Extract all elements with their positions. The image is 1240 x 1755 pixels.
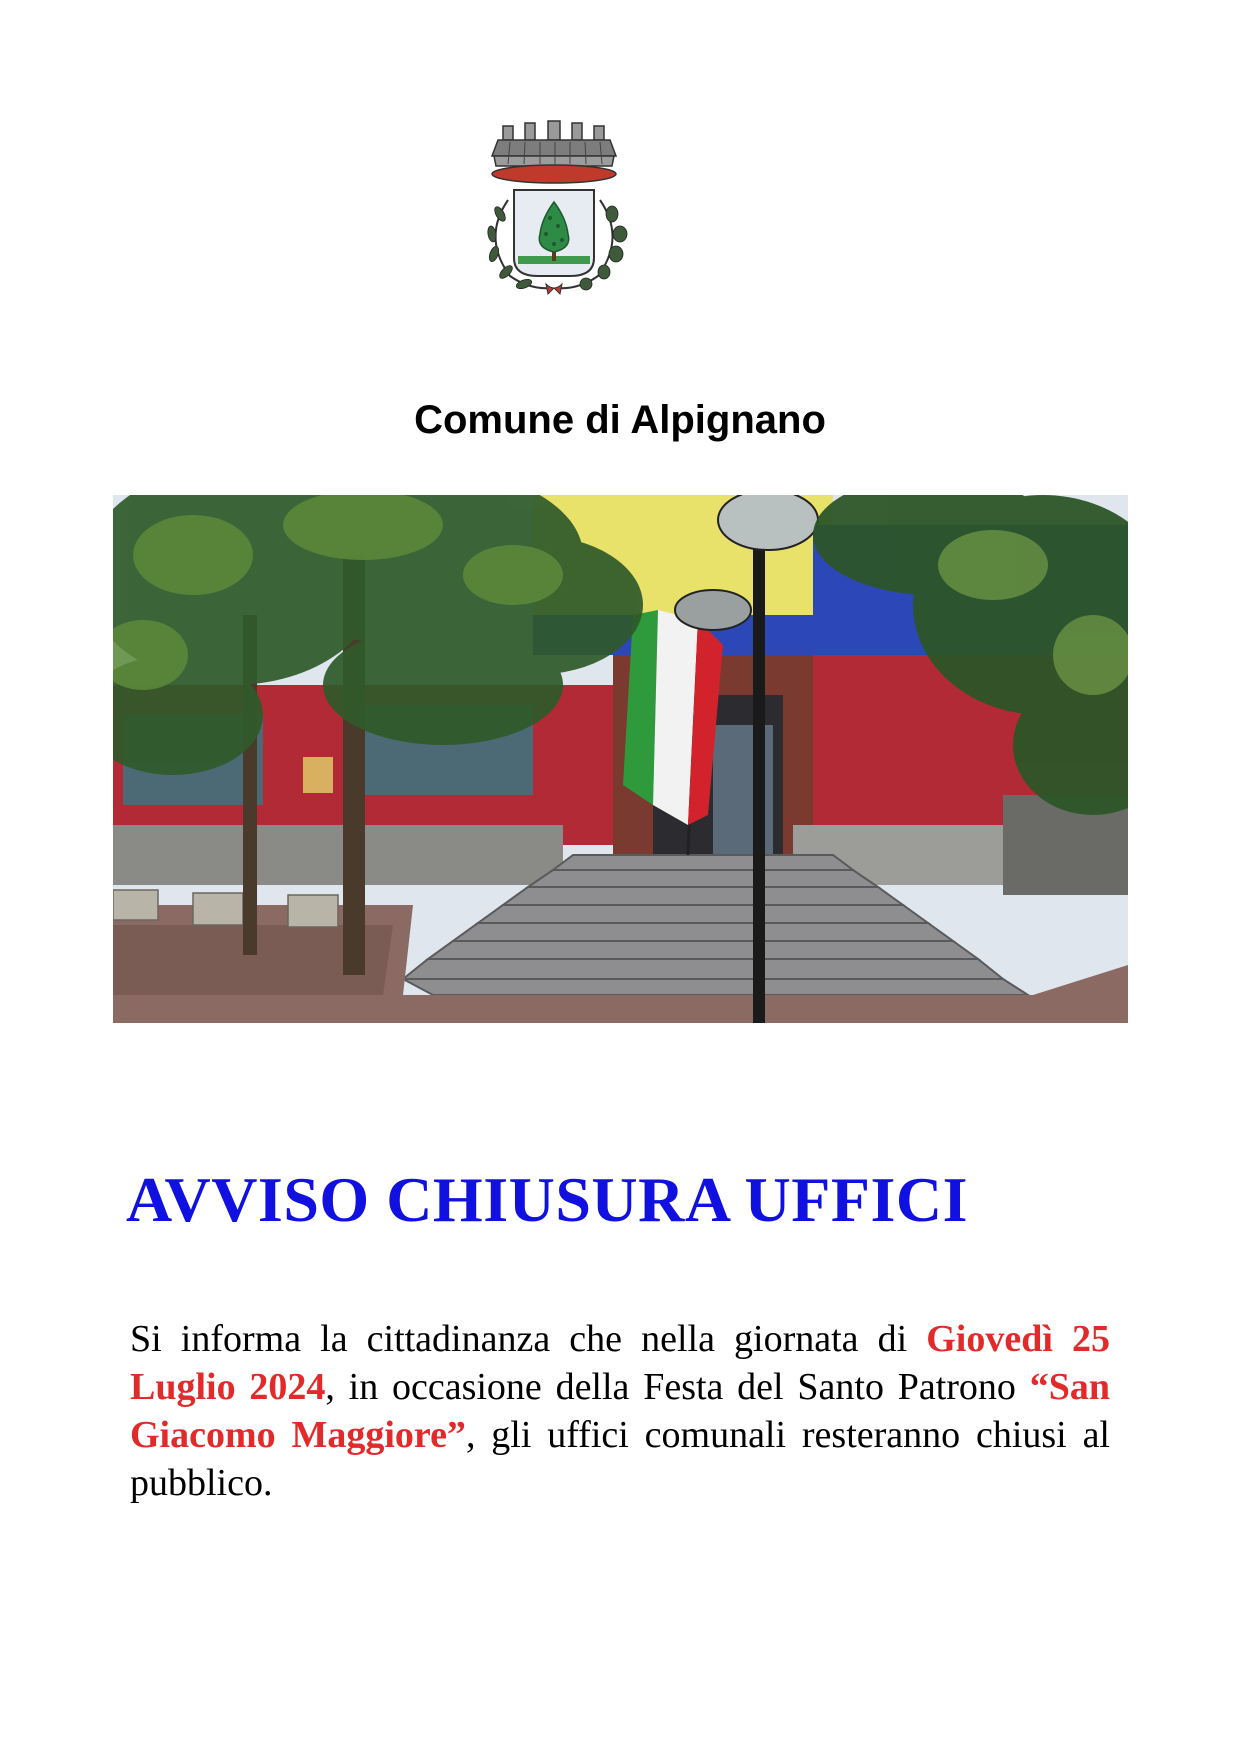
notice-body-end: , gli uffici comunali resteranno chiusi al pubblico. <box>130 1414 1110 1504</box>
town-hall-photo <box>113 495 1128 1023</box>
notice-body-mid: , in occasione della Festa del Santo Patrono <box>325 1366 1030 1408</box>
notice-body-intro: Si informa la cittadinanza che nella giornata di <box>130 1318 927 1360</box>
municipality-name: Comune di Alpignano <box>414 398 826 442</box>
patron-saint-name: “San Giacomo Maggiore” <box>130 1366 1110 1456</box>
coat-of-arms-icon <box>470 118 670 308</box>
notice-title: AVVISO CHIUSURA UFFICI <box>126 1164 968 1235</box>
notice-body <box>130 1315 1110 1507</box>
closure-date: Giovedì 25 Luglio 2024 <box>130 1318 1110 1408</box>
